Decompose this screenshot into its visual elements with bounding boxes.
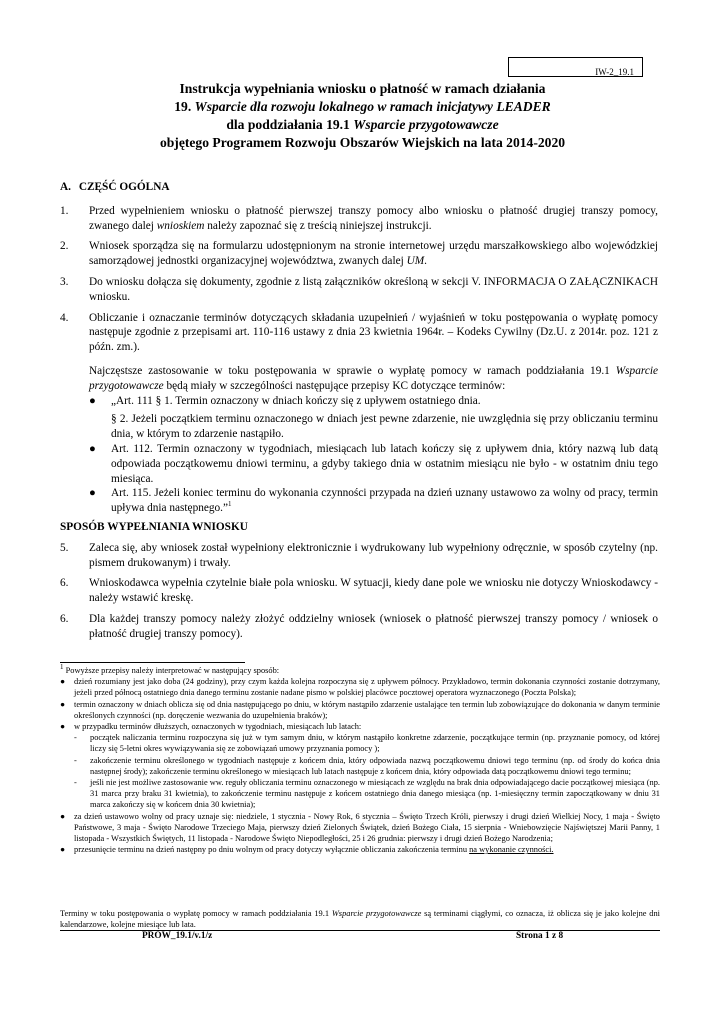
bullet-icon: ● bbox=[60, 699, 66, 709]
footer-page-number: Strona 1 z 8 bbox=[516, 931, 564, 941]
list-item-3 bbox=[60, 275, 658, 305]
footnote-bullet bbox=[60, 721, 660, 732]
footnote-bullet-text: za dzień ustawowo wolny od pracy uznaje się: niedziele, 1 stycznia - Nowy Rok, 6 stycznia – Święto Trzech Króli, pierwszy i drugi dzień Wielkiej Nocy, 1 maja - Święto Państwowe, 3 maja - Święto Narodowe Trzeciego Maja, pierwszy dzień Zielonych Świątek, dzień Bożego Ciała, 15 sierpnia - Wniebowzięcie Najświętszej Marii Panny, 1 listopada - Wszystkich Świętych, 11 listopada - Narodowe Święto Niepodległości, 25 i 26 grudnia: pierwszy i drugi dzień Bożego Narodzenia; bbox=[74, 811, 660, 844]
footnote-text-part: przesunięcie terminu na dzień następny po dniu wolnym od pracy dotyczy wyłącznie obliczania zakończenia terminu bbox=[74, 845, 470, 855]
kc-intro-part: będą miały w szczególności następujące przepisy KC dotyczące terminów: bbox=[163, 379, 506, 392]
document-code: IW-2_19.1 bbox=[595, 67, 634, 77]
item-text-part: . bbox=[424, 255, 427, 268]
list-item-4 bbox=[60, 311, 658, 355]
footnote-underlined-text: na wykonanie czynności. bbox=[469, 845, 554, 855]
kc-intro-paragraph bbox=[89, 364, 658, 394]
dash-marker: - bbox=[74, 755, 77, 765]
dash-marker: - bbox=[74, 778, 77, 788]
closing-text-emphasis: Wsparcie przygotowawcze bbox=[331, 909, 422, 918]
bullet-icon: ● bbox=[89, 442, 96, 455]
footnote-dash-text: zakończenie terminu określonego w tygodniach następuje z końcem dnia, który odpowiada nazwą początkowemu dniowi tego terminu (np. od środy do końca dnia następnej środy); zakończenie terminu określonego w miesiącach lub latach następuje z końcem dnia, który odpowiada datą początkowemu dniowi tego terminu; bbox=[90, 755, 660, 776]
title-line-2 bbox=[60, 98, 665, 116]
bullet-icon: ● bbox=[60, 722, 66, 732]
title-line-3 bbox=[60, 116, 665, 134]
item-text: Obliczanie i oznaczanie terminów dotyczących składania uzupełnień / wyjaśnień w toku postępowania o wypłatę pomocy następuje zgodnie z przepisami art. 110-116 ustawy z dnia 23 kwietnia 1964r. – Kodeks Cywilny (Dz.U. z 2014r. poz. 121 z późn. zm.). bbox=[89, 311, 658, 354]
footnote-separator bbox=[60, 662, 245, 663]
section-b-heading: SPOSÓB WYPEŁNIANIA WNIOSKU bbox=[60, 520, 248, 533]
section-a-label: CZĘŚĆ OGÓLNA bbox=[78, 181, 170, 193]
closing-note bbox=[60, 908, 660, 930]
item-text-part: Wniosek sporządza się na formularzu udostępnionym na stronie internetowej urzędu marszałkowskiego albo wojewódzkiej samorządowej jednostki organizacyjnej województwa, zwanych dalej bbox=[89, 240, 658, 268]
closing-text-part: Terminy w toku postępowania o wypłatę pomocy w ramach poddziałania 19.1 bbox=[60, 909, 332, 918]
footnote-bullet bbox=[60, 699, 660, 721]
item-text: Dla każdej transzy pomocy należy złożyć oddzielny wniosek (wniosek o płatność pierwszej transzy pomocy / wniosek o płatność drugiej transzy pomocy). bbox=[89, 612, 658, 640]
item-text: Do wniosku dołącza się dokumenty, zgodnie z listą załączników określoną w sekcji V. INFORMACJA O ZAŁĄCZNIKACH wniosku. bbox=[89, 275, 658, 303]
item-text: Zaleca się, aby wniosek został wypełniony elektronicznie i wydrukowany lub wypełniony odręcznie, w sposób czytelny (np. pismem drukowanym) i trwały. bbox=[89, 541, 658, 569]
footnote-bullet bbox=[60, 811, 660, 845]
item-text-part: należy zapoznać się z treścią niniejszej instrukcji. bbox=[204, 219, 432, 232]
item-text-part: Przed wypełnieniem wniosku o płatność pierwszej transzy pomocy albo wniosku o płatność drugiej transzy pomocy, zwanego dalej bbox=[89, 204, 658, 232]
footnote-bullet-text: termin oznaczony w dniach oblicza się od dnia następującego po dniu, w którym nastąpiło zdarzenie ustalające ten termin lub zobowiązujące do dokonania w danym terminie określonych czynności (np. doręczenie wezwania do uzupełnienia braków); bbox=[74, 699, 660, 720]
kc-intro-part: Najczęstsze zastosowanie w toku postępowania w sprawie o wypłatę pomocy w ramach poddziałania 19.1 bbox=[89, 364, 616, 377]
section-a-number: A. bbox=[60, 181, 71, 193]
footnote-reference: 1 bbox=[228, 500, 232, 509]
item-text bbox=[89, 239, 658, 269]
footnote-bullet bbox=[60, 676, 660, 698]
item-text bbox=[89, 204, 658, 234]
kc-bullet-2 bbox=[89, 442, 658, 486]
footnote-intro bbox=[60, 665, 660, 676]
footnote-bullet-text: dzień rozumiany jest jako doba (24 godziny), przy czym każda kolejna rozpoczyna się z upływem północy. Przykładowo, termin dokonania czynności zostanie dotrzymany, jeżeli przed północą ostatniego dnia danego terminu zostanie nadane pismo w polskiej placówce pocztowej operatora wyznaczonego (Poczta Polska); bbox=[74, 677, 660, 698]
item-number: 2. bbox=[60, 240, 69, 253]
item-text-emphasis: UM bbox=[406, 255, 425, 268]
footer-version: PROW_19.1/v.1/z bbox=[142, 931, 213, 941]
item-number: 6. bbox=[60, 612, 69, 625]
title-line-3-prefix: dla poddziałania 19.1 bbox=[226, 117, 354, 132]
kc-bullet-text: Art. 112. Termin oznaczony w tygodniach, miesiącach lub latach kończy się z upływem dnia, który nazwą lub datą odpowiada początkowemu dniowi terminu, a gdyby takiego dnia w ostatnim miesiącu nie było - w ostatnim dniu tego miesiąca. bbox=[111, 442, 658, 485]
page-title bbox=[60, 80, 665, 152]
section-a-heading bbox=[60, 180, 658, 195]
footnote-dash-text: początek naliczania terminu rozpoczyna się już w tym samym dniu, w którym nastąpiło konkretne zdarzenie, początkujące termin (np. przyznanie pomocy, od której liczy się 5-letni okres wywiązywania się ze zobowiązań umowy przyznania pomocy ); bbox=[90, 733, 660, 754]
dash-marker: - bbox=[74, 733, 77, 743]
footnote-dash-item bbox=[74, 732, 660, 754]
title-line-4: objętego Programem Rozwoju Obszarów Wiejskich na lata 2014-2020 bbox=[159, 135, 566, 150]
footnotes bbox=[60, 665, 660, 855]
item-text: Wnioskodawca wypełnia czytelnie białe pola wniosku. W sytuacji, kiedy dane pole we wniosku nie dotyczy Wnioskodawcy - należy wstawić kreskę. bbox=[89, 577, 658, 605]
bullet-icon: ● bbox=[60, 811, 66, 821]
title-line-2-italic: Wsparcie dla rozwoju lokalnego w ramach inicjatywy LEADER bbox=[194, 99, 551, 114]
footnote-dash-item bbox=[74, 777, 660, 811]
bullet-icon: ● bbox=[60, 845, 66, 855]
item-number: 5. bbox=[60, 541, 69, 554]
footnote-bullet-text bbox=[74, 844, 660, 855]
document-code-box bbox=[508, 57, 643, 77]
item-text-emphasis: wnioskiem bbox=[156, 219, 205, 232]
bullet-icon: ● bbox=[89, 394, 96, 407]
title-line-1: Instrukcja wypełniania wniosku o płatność w ramach działania bbox=[179, 81, 546, 96]
item-number: 1. bbox=[60, 204, 69, 217]
closing-text-part: są terminami ciągłymi, co oznacza, iż oblicza się je jako kolejne dni kalendarzowe, kolejne miesiące lub lata. bbox=[60, 909, 660, 930]
item-number: 3. bbox=[60, 275, 69, 288]
list-item-2 bbox=[60, 239, 658, 269]
footnote-bullet bbox=[60, 844, 660, 855]
footnote-bullet-text: w przypadku terminów dłuższych, oznaczonych w tygodniach, miesiącach lub latach: bbox=[74, 722, 362, 732]
kc-bullet-3 bbox=[89, 486, 658, 516]
list-item-6b bbox=[60, 612, 658, 642]
footnote-dash-text: jeśli nie jest możliwe zastosowanie ww. reguły obliczania terminu oznaczonego w miesiącach ze względu na brak dnia odpowiadającego dacie początkowej miesiąca (np. 31 marca przy braku 31 kwietnia), to zakończenie terminu następuje z końcem ostatniego dnia danego miesiąca (np. 1-miesięczny termin zapoczątkowany w dniu 31 marca zakończy się w końcem dnia 30 kwietnia); bbox=[90, 778, 660, 810]
list-item-6 bbox=[60, 576, 658, 606]
kc-intro-emphasis: Wsparcie przygotowawcze bbox=[89, 364, 658, 392]
bullet-icon: ● bbox=[89, 487, 96, 500]
footnote-marker: 1 bbox=[60, 663, 64, 672]
list-item-5 bbox=[60, 541, 658, 571]
item-number: 4. bbox=[60, 311, 69, 324]
kc-bullet-3-text: Art. 115. Jeżeli koniec terminu do wykonania czynności przypada na dzień uznany ustawowo za wolny od pracy, termin upływa dnia następnego.” bbox=[111, 487, 658, 515]
item-number: 6. bbox=[60, 577, 69, 590]
title-line-3-italic: Wsparcie przygotowawcze bbox=[353, 117, 499, 132]
footnote-dash-item bbox=[74, 755, 660, 777]
kc-bullet-1 bbox=[89, 394, 658, 409]
kc-bullet-text: „Art. 111 § 1. Termin oznaczony w dniach kończy się z upływem ostatniego dnia. bbox=[111, 394, 481, 407]
bullet-icon: ● bbox=[60, 677, 66, 687]
title-line-2-prefix: 19. bbox=[174, 99, 195, 114]
kc-bullet-text bbox=[111, 486, 658, 516]
kc-bullet-1-subparagraph: § 2. Jeżeli początkiem terminu oznaczonego w dniach jest pewne zdarzenie, nie uwzględnia się przy obliczaniu terminu dnia, w którym to zdarzenie nastąpiło. bbox=[111, 413, 658, 441]
list-item-1 bbox=[60, 204, 658, 234]
footnote-intro-text: Powyższe przepisy należy interpretować w następujący sposób: bbox=[63, 666, 280, 675]
main-content bbox=[60, 180, 658, 648]
